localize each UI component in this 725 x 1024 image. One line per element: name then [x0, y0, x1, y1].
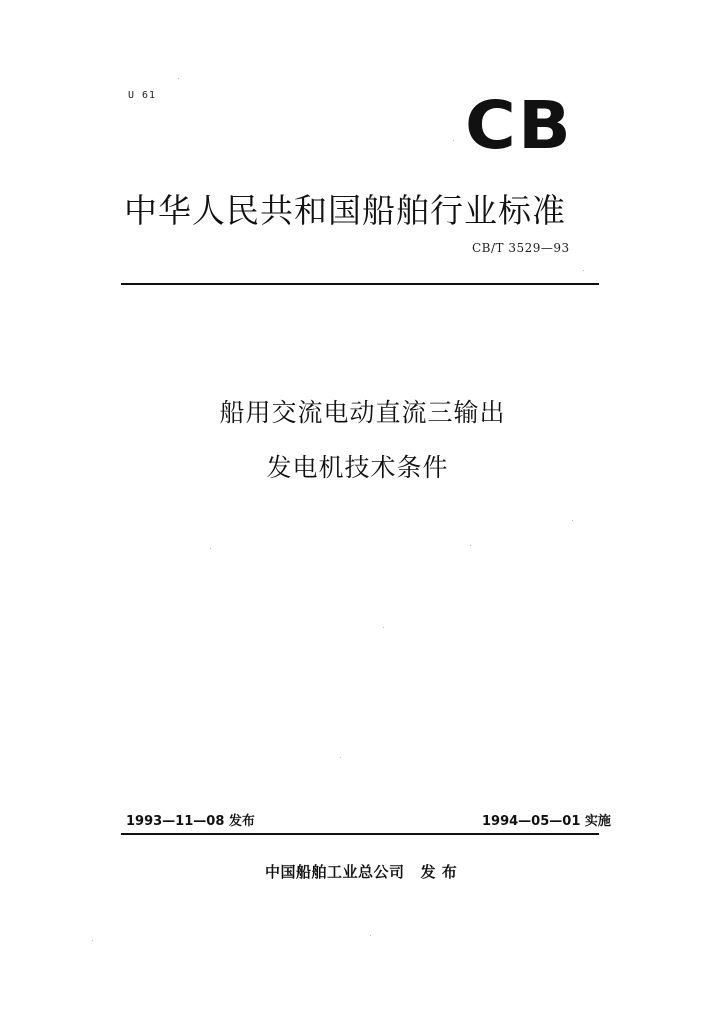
- document-title-line2: 发电机技术条件: [266, 453, 449, 482]
- scan-speck: [370, 935, 371, 936]
- bottom-divider: [121, 833, 599, 835]
- standard-number: CB/T 3529—93: [472, 241, 570, 255]
- issue-date: 1993—11—08 发布: [126, 814, 255, 829]
- standard-title: 中华人民共和国船舶行业标准: [124, 191, 566, 230]
- issuer: [265, 861, 457, 882]
- scan-speck: [92, 940, 93, 941]
- effective-date: 1994—05—01 实施: [482, 814, 611, 829]
- scan-speck: [583, 270, 584, 271]
- scan-speck: [340, 757, 341, 758]
- scan-speck: [178, 78, 179, 79]
- scan-speck: [572, 520, 573, 521]
- classification-code: U 61: [128, 90, 157, 101]
- cb-logo: CB: [465, 87, 573, 164]
- scan-speck: [383, 627, 384, 628]
- scan-speck: [453, 140, 454, 141]
- top-divider: [121, 283, 599, 285]
- document-title-line1: 船用交流电动直流三输出: [219, 398, 506, 427]
- scan-speck: [210, 548, 211, 549]
- issuer-action: 发 布: [420, 863, 458, 881]
- scan-speck: [470, 545, 471, 546]
- issuer-name: 中国船舶工业总公司: [265, 863, 405, 881]
